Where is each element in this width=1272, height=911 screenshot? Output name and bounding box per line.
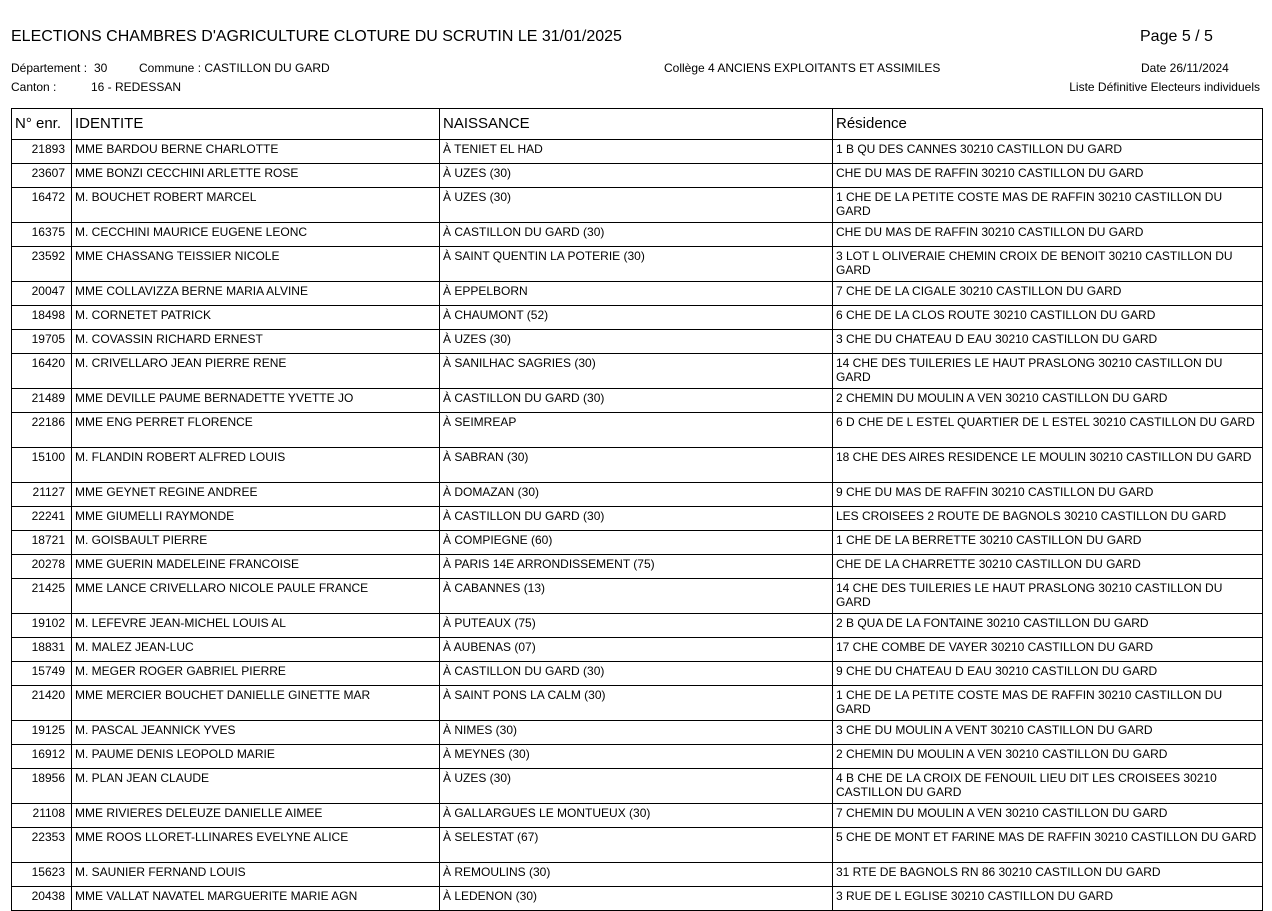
document-date: Date 26/11/2024: [1141, 61, 1229, 75]
table-row: [12, 579, 1263, 614]
table-row: [12, 804, 1263, 828]
cell-identite: MME GEYNET REGINE ANDREE: [72, 483, 440, 507]
cell-naissance: À EPPELBORN: [440, 282, 833, 306]
cell-residence: 3 LOT L OLIVERAIE CHEMIN CROIX DE BENOIT 30210 CASTILLON DU GARD: [833, 247, 1263, 282]
table-row: [12, 662, 1263, 686]
cell-residence: CHE DU MAS DE RAFFIN 30210 CASTILLON DU GARD: [833, 164, 1263, 188]
table-row: [12, 887, 1263, 911]
cell-num: 18498: [12, 306, 72, 330]
cell-residence: 31 RTE DE BAGNOLS RN 86 30210 CASTILLON DU GARD: [833, 863, 1263, 887]
cell-naissance: À SAINT QUENTIN LA POTERIE (30): [440, 247, 833, 282]
canton-label: Canton :: [11, 80, 57, 94]
cell-num: 19705: [12, 330, 72, 354]
cell-naissance: À SAINT PONS LA CALM (30): [440, 686, 833, 721]
cell-naissance: À PUTEAUX (75): [440, 614, 833, 638]
cell-num: 16375: [12, 223, 72, 247]
cell-num: 15623: [12, 863, 72, 887]
cell-identite: M. COVASSIN RICHARD ERNEST: [72, 330, 440, 354]
cell-num: 20438: [12, 887, 72, 911]
table-row: [12, 507, 1263, 531]
cell-residence: CHE DE LA CHARRETTE 30210 CASTILLON DU GARD: [833, 555, 1263, 579]
cell-identite: M. CORNETET PATRICK: [72, 306, 440, 330]
cell-num: 16420: [12, 354, 72, 389]
cell-naissance: À SANILHAC SAGRIES (30): [440, 354, 833, 389]
column-header-num: N° enr.: [12, 109, 72, 140]
cell-residence: 2 B QUA DE LA FONTAINE 30210 CASTILLON DU GARD: [833, 614, 1263, 638]
college: Collège 4 ANCIENS EXPLOITANTS ET ASSIMILES: [664, 61, 941, 75]
table-row: [12, 555, 1263, 579]
cell-identite: MME ENG PERRET FLORENCE: [72, 413, 440, 448]
voters-table: [11, 108, 1263, 911]
cell-naissance: À DOMAZAN (30): [440, 483, 833, 507]
cell-naissance: À AUBENAS (07): [440, 638, 833, 662]
cell-identite: MME LANCE CRIVELLARO NICOLE PAULE FRANCE: [72, 579, 440, 614]
cell-residence: 14 CHE DES TUILERIES LE HAUT PRASLONG 30210 CASTILLON DU GARD: [833, 579, 1263, 614]
cell-residence: 14 CHE DES TUILERIES LE HAUT PRASLONG 30210 CASTILLON DU GARD: [833, 354, 1263, 389]
departement-label: Département :: [11, 61, 88, 75]
cell-residence: 6 CHE DE LA CLOS ROUTE 30210 CASTILLON DU GARD: [833, 306, 1263, 330]
cell-identite: M. SAUNIER FERNAND LOUIS: [72, 863, 440, 887]
cell-num: 20047: [12, 282, 72, 306]
cell-identite: MME BONZI CECCHINI ARLETTE ROSE: [72, 164, 440, 188]
cell-identite: M. GOISBAULT PIERRE: [72, 531, 440, 555]
cell-naissance: À UZES (30): [440, 330, 833, 354]
cell-num: 18831: [12, 638, 72, 662]
cell-naissance: À NIMES (30): [440, 721, 833, 745]
table-row: [12, 164, 1263, 188]
table-header-row: [12, 109, 1263, 140]
table-row: [12, 247, 1263, 282]
cell-residence: 2 CHEMIN DU MOULIN A VEN 30210 CASTILLON DU GARD: [833, 745, 1263, 769]
cell-residence: 17 CHE COMBE DE VAYER 30210 CASTILLON DU GARD: [833, 638, 1263, 662]
cell-naissance: À CABANNES (13): [440, 579, 833, 614]
departement-value: 30: [94, 61, 108, 75]
cell-residence: LES CROISEES 2 ROUTE DE BAGNOLS 30210 CASTILLON DU GARD: [833, 507, 1263, 531]
cell-naissance: À CASTILLON DU GARD (30): [440, 389, 833, 413]
cell-identite: MME GIUMELLI RAYMONDE: [72, 507, 440, 531]
list-type: Liste Définitive Electeurs individuels: [1069, 80, 1260, 94]
cell-num: 22186: [12, 413, 72, 448]
cell-identite: M. CRIVELLARO JEAN PIERRE RENE: [72, 354, 440, 389]
cell-identite: MME VALLAT NAVATEL MARGUERITE MARIE AGN: [72, 887, 440, 911]
cell-naissance: À SEIMREAP: [440, 413, 833, 448]
table-row: [12, 828, 1263, 863]
table-row: [12, 863, 1263, 887]
cell-num: 23592: [12, 247, 72, 282]
column-header-naissance: NAISSANCE: [440, 109, 833, 140]
cell-residence: 18 CHE DES AIRES RESIDENCE LE MOULIN 30210 CASTILLON DU GARD: [833, 448, 1263, 483]
cell-residence: 5 CHE DE MONT ET FARINE MAS DE RAFFIN 30210 CASTILLON DU GARD: [833, 828, 1263, 863]
cell-identite: MME COLLAVIZZA BERNE MARIA ALVINE: [72, 282, 440, 306]
cell-identite: M. PAUME DENIS LEOPOLD MARIE: [72, 745, 440, 769]
table-row: [12, 223, 1263, 247]
cell-naissance: À UZES (30): [440, 164, 833, 188]
cell-naissance: À MEYNES (30): [440, 745, 833, 769]
cell-num: 21489: [12, 389, 72, 413]
cell-num: 18956: [12, 769, 72, 804]
table-row: [12, 483, 1263, 507]
cell-residence: 1 CHE DE LA BERRETTE 30210 CASTILLON DU GARD: [833, 531, 1263, 555]
table-row: [12, 330, 1263, 354]
document-title: ELECTIONS CHAMBRES D'AGRICULTURE CLOTURE DU SCRUTIN LE 31/01/2025: [11, 28, 622, 45]
table-row: [12, 354, 1263, 389]
cell-num: 15749: [12, 662, 72, 686]
cell-naissance: À TENIET EL HAD: [440, 140, 833, 164]
cell-residence: 9 CHE DU MAS DE RAFFIN 30210 CASTILLON DU GARD: [833, 483, 1263, 507]
cell-residence: 3 CHE DU MOULIN A VENT 30210 CASTILLON DU GARD: [833, 721, 1263, 745]
cell-naissance: À CHAUMONT (52): [440, 306, 833, 330]
commune: Commune : CASTILLON DU GARD: [139, 61, 330, 75]
cell-naissance: À CASTILLON DU GARD (30): [440, 507, 833, 531]
cell-residence: 1 CHE DE LA PETITE COSTE MAS DE RAFFIN 30210 CASTILLON DU GARD: [833, 188, 1263, 223]
table-row: [12, 614, 1263, 638]
cell-num: 21425: [12, 579, 72, 614]
table-row: [12, 188, 1263, 223]
cell-residence: CHE DU MAS DE RAFFIN 30210 CASTILLON DU GARD: [833, 223, 1263, 247]
cell-residence: 1 CHE DE LA PETITE COSTE MAS DE RAFFIN 30210 CASTILLON DU GARD: [833, 686, 1263, 721]
table-row: [12, 686, 1263, 721]
table-row: [12, 282, 1263, 306]
cell-num: 15100: [12, 448, 72, 483]
cell-num: 18721: [12, 531, 72, 555]
cell-naissance: À SABRAN (30): [440, 448, 833, 483]
cell-identite: M. PASCAL JEANNICK YVES: [72, 721, 440, 745]
table-row: [12, 389, 1263, 413]
cell-residence: 3 CHE DU CHATEAU D EAU 30210 CASTILLON DU GARD: [833, 330, 1263, 354]
cell-naissance: À REMOULINS (30): [440, 863, 833, 887]
cell-num: 21108: [12, 804, 72, 828]
cell-residence: 7 CHEMIN DU MOULIN A VEN 30210 CASTILLON DU GARD: [833, 804, 1263, 828]
cell-num: 22241: [12, 507, 72, 531]
cell-num: 21127: [12, 483, 72, 507]
cell-naissance: À UZES (30): [440, 188, 833, 223]
cell-naissance: À LEDENON (30): [440, 887, 833, 911]
cell-residence: 2 CHEMIN DU MOULIN A VEN 30210 CASTILLON DU GARD: [833, 389, 1263, 413]
cell-num: 16912: [12, 745, 72, 769]
table-row: [12, 638, 1263, 662]
table-row: [12, 745, 1263, 769]
cell-num: 19102: [12, 614, 72, 638]
cell-residence: 1 B QU DES CANNES 30210 CASTILLON DU GARD: [833, 140, 1263, 164]
cell-num: 16472: [12, 188, 72, 223]
cell-naissance: À COMPIEGNE (60): [440, 531, 833, 555]
cell-naissance: À GALLARGUES LE MONTUEUX (30): [440, 804, 833, 828]
cell-residence: 4 B CHE DE LA CROIX DE FENOUIL LIEU DIT LES CROISEES 30210 CASTILLON DU GARD: [833, 769, 1263, 804]
cell-naissance: À PARIS 14E ARRONDISSEMENT (75): [440, 555, 833, 579]
cell-naissance: À SELESTAT (67): [440, 828, 833, 863]
table-row: [12, 306, 1263, 330]
cell-identite: M. CECCHINI MAURICE EUGENE LEONC: [72, 223, 440, 247]
table-row: [12, 413, 1263, 448]
cell-num: 23607: [12, 164, 72, 188]
cell-identite: MME GUERIN MADELEINE FRANCOISE: [72, 555, 440, 579]
canton-value: 16 - REDESSAN: [91, 80, 182, 94]
cell-residence: 9 CHE DU CHATEAU D EAU 30210 CASTILLON DU GARD: [833, 662, 1263, 686]
cell-identite: MME RIVIERES DELEUZE DANIELLE AIMEE: [72, 804, 440, 828]
column-header-identite: IDENTITE: [72, 109, 440, 140]
cell-identite: M. BOUCHET ROBERT MARCEL: [72, 188, 440, 223]
table-row: [12, 448, 1263, 483]
table-row: [12, 140, 1263, 164]
cell-naissance: À CASTILLON DU GARD (30): [440, 223, 833, 247]
cell-identite: MME CHASSANG TEISSIER NICOLE: [72, 247, 440, 282]
cell-num: 20278: [12, 555, 72, 579]
cell-num: 19125: [12, 721, 72, 745]
cell-naissance: À UZES (30): [440, 769, 833, 804]
cell-identite: MME MERCIER BOUCHET DANIELLE GINETTE MAR: [72, 686, 440, 721]
cell-identite: M. FLANDIN ROBERT ALFRED LOUIS: [72, 448, 440, 483]
cell-num: 21893: [12, 140, 72, 164]
cell-identite: M. MALEZ JEAN-LUC: [72, 638, 440, 662]
cell-naissance: À CASTILLON DU GARD (30): [440, 662, 833, 686]
cell-residence: 3 RUE DE L EGLISE 30210 CASTILLON DU GARD: [833, 887, 1263, 911]
table-row: [12, 769, 1263, 804]
table-body: [12, 140, 1263, 911]
cell-identite: M. LEFEVRE JEAN-MICHEL LOUIS AL: [72, 614, 440, 638]
cell-identite: MME ROOS LLORET-LLINARES EVELYNE ALICE: [72, 828, 440, 863]
cell-identite: MME DEVILLE PAUME BERNADETTE YVETTE JO: [72, 389, 440, 413]
cell-residence: 7 CHE DE LA CIGALE 30210 CASTILLON DU GARD: [833, 282, 1263, 306]
table-row: [12, 721, 1263, 745]
cell-identite: MME BARDOU BERNE CHARLOTTE: [72, 140, 440, 164]
cell-num: 22353: [12, 828, 72, 863]
table-row: [12, 531, 1263, 555]
column-header-residence: Résidence: [833, 109, 1263, 140]
cell-identite: M. PLAN JEAN CLAUDE: [72, 769, 440, 804]
cell-num: 21420: [12, 686, 72, 721]
cell-identite: M. MEGER ROGER GABRIEL PIERRE: [72, 662, 440, 686]
page-number: Page 5 / 5: [1140, 28, 1213, 45]
cell-residence: 6 D CHE DE L ESTEL QUARTIER DE L ESTEL 30210 CASTILLON DU GARD: [833, 413, 1263, 448]
